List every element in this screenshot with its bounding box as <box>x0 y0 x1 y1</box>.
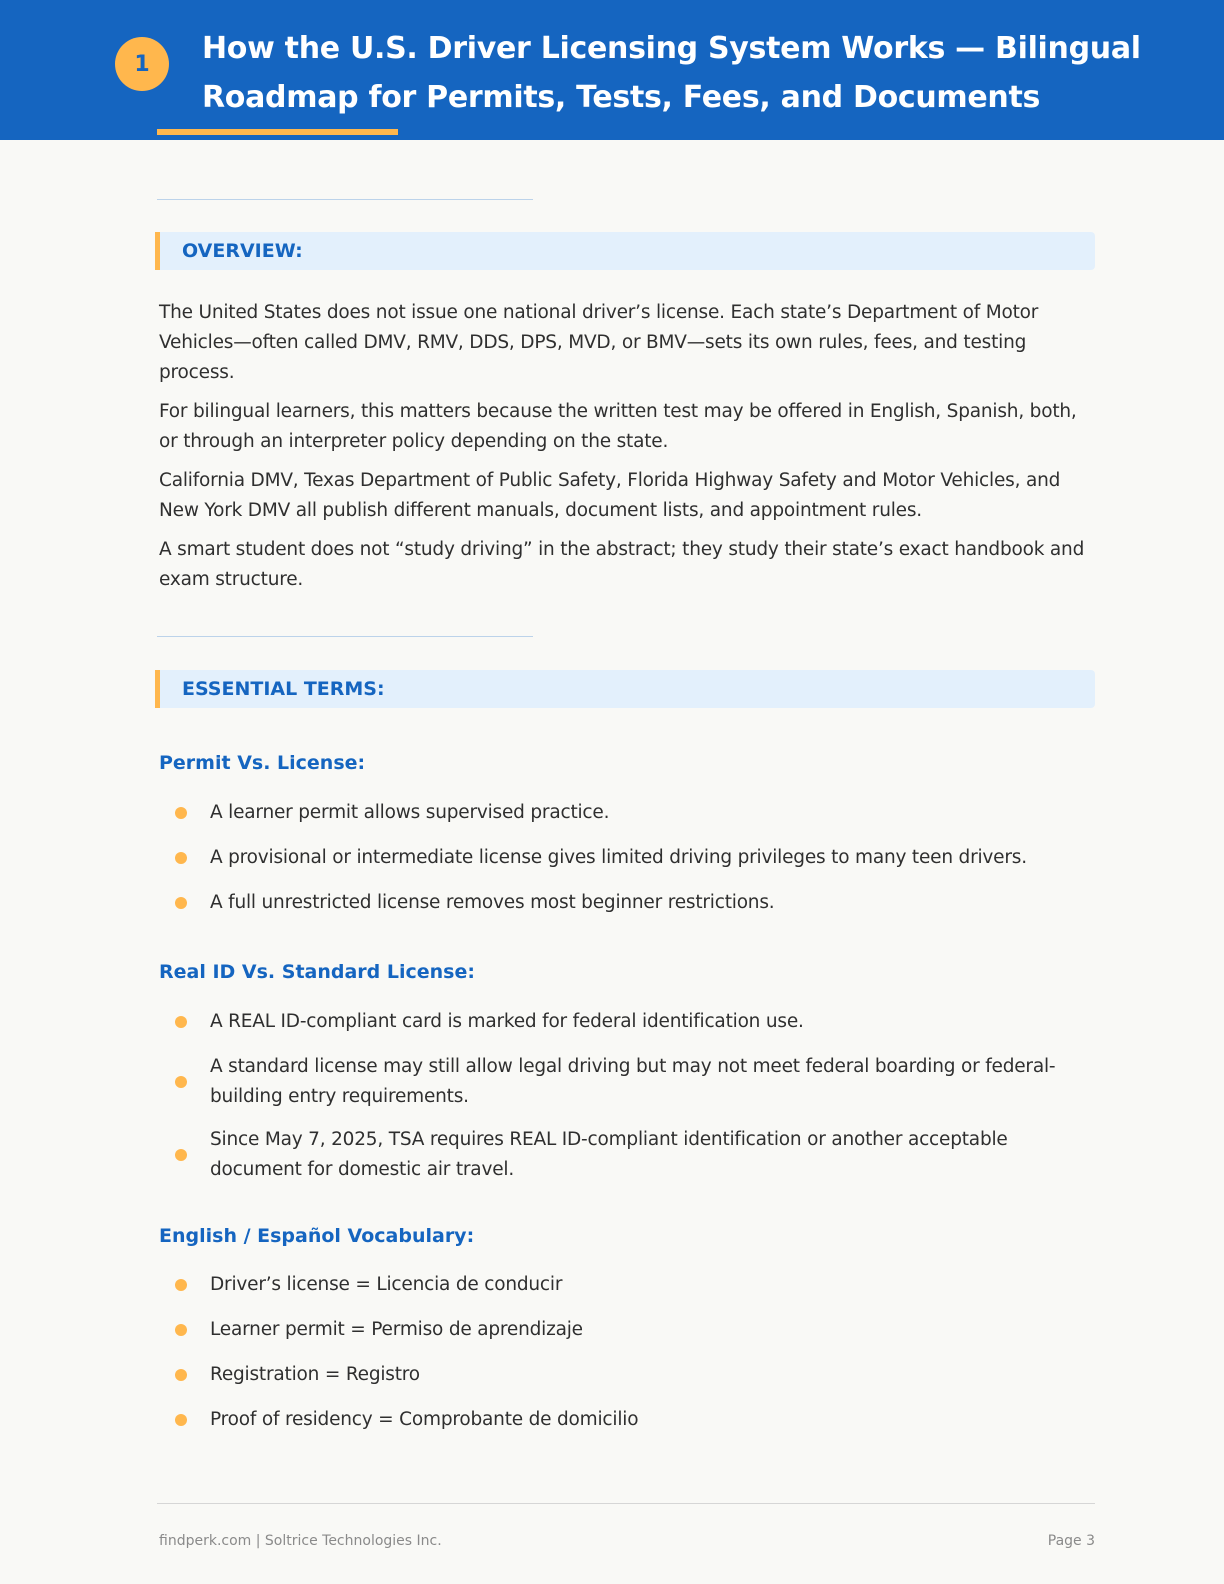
list-item-text: Learner permit = Permiso de aprendizaje <box>210 1319 583 1340</box>
page-title: How the U.S. Driver Licensing System Works — Bilingual Roadmap for Permits, Tests, Fees, and Documents <box>202 31 1141 115</box>
list-item <box>175 1315 1095 1345</box>
subheading-permit-vs-license: Permit Vs. License: <box>159 752 366 774</box>
list-item-text: Driver’s license = Licencia de conducir <box>210 1274 563 1295</box>
footer-divider <box>157 1503 1095 1504</box>
list-item-text: A learner permit allows supervised practice. <box>210 802 610 823</box>
list-item <box>175 1405 1095 1435</box>
list-item-text: Registration = Registro <box>210 1364 420 1385</box>
chapter-number-badge: 1 <box>115 37 169 91</box>
section-heading-essential-terms: ESSENTIAL TERMS: <box>155 670 1095 708</box>
bullet-dot-icon <box>175 1414 187 1426</box>
title-underline <box>157 129 398 135</box>
bullet-dot-icon <box>175 1279 187 1291</box>
page-header <box>0 0 1224 140</box>
bullet-dot-icon <box>175 897 187 909</box>
overview-paragraph: California DMV, Texas Department of Public Safety, Florida Highway Safety and Motor Vehicles, and New York DMV all publish different manuals, document lists, and appointment rules. <box>159 470 1061 521</box>
section-divider <box>157 636 533 637</box>
list-item <box>175 843 1095 873</box>
section-divider <box>157 199 533 200</box>
list-item <box>175 1125 1095 1185</box>
list-item-text: Proof of residency = Comprobante de domicilio <box>210 1409 639 1430</box>
bullet-dot-icon <box>175 1016 187 1028</box>
list-item-text: A standard license may still allow legal driving but may not meet federal boarding or federal-building entry requirements. <box>210 1056 1056 1107</box>
list-item <box>175 888 1095 918</box>
list-item-text: A provisional or intermediate license gives limited driving privileges to many teen drivers. <box>210 847 1027 868</box>
bullet-dot-icon <box>175 1324 187 1336</box>
bullet-dot-icon <box>175 852 187 864</box>
bullet-dot-icon <box>175 807 187 819</box>
subheading-real-id-vs-standard: Real ID Vs. Standard License: <box>159 961 475 983</box>
list-item-text: Since May 7, 2025, TSA requires REAL ID-compliant identification or another acceptable document for domestic air travel. <box>210 1129 1008 1180</box>
list-item <box>175 1270 1095 1300</box>
overview-paragraph: For bilingual learners, this matters because the written test may be offered in English, Spanish, both, or through an interpreter policy depending on the state. <box>159 401 1077 452</box>
list-item-text: A full unrestricted license removes most beginner restrictions. <box>210 892 775 913</box>
section-heading-overview: OVERVIEW: <box>155 232 1095 270</box>
list-item <box>175 1360 1095 1390</box>
page-number: Page 3 <box>1047 1533 1095 1549</box>
list-item <box>175 798 1095 828</box>
bullet-dot-icon <box>175 1076 187 1088</box>
list-item <box>175 1007 1095 1037</box>
bullet-dot-icon <box>175 1369 187 1381</box>
list-item-text: A REAL ID-compliant card is marked for federal identification use. <box>210 1011 804 1032</box>
overview-paragraph: The United States does not issue one national driver’s license. Each state’s Department of Motor Vehicles—often called DMV, RMV, DDS, DPS, MVD, or BMV—sets its own rules, fees, and testing process. <box>159 302 1039 383</box>
overview-paragraph: A smart student does not “study driving” in the abstract; they study their state’s exact handbook and exam structure. <box>159 539 1085 590</box>
list-item <box>175 1052 1095 1112</box>
footer-source: findperk.com | Soltrice Technologies Inc. <box>159 1533 442 1549</box>
bullet-dot-icon <box>175 1149 187 1161</box>
subheading-vocabulary: English / Español Vocabulary: <box>159 1225 475 1247</box>
